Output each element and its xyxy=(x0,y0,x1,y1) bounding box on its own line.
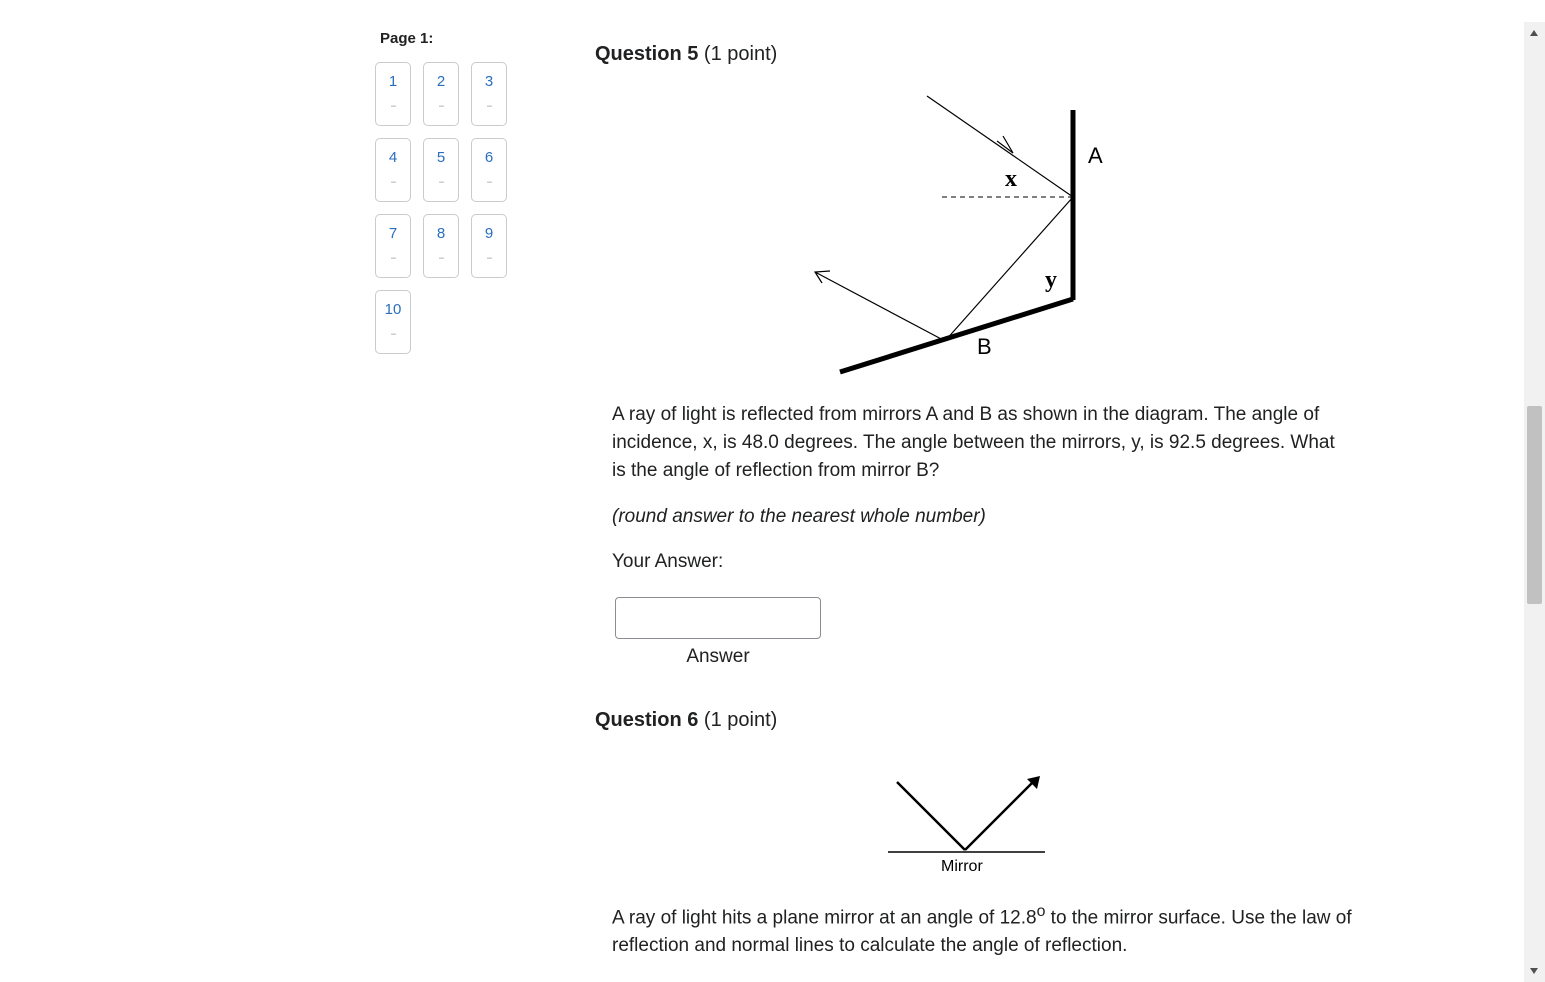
reflected-ray xyxy=(965,781,1034,850)
question-heading: Question 6 xyxy=(595,709,699,731)
your-answer-label: Your Answer: xyxy=(612,551,724,572)
question-number: 5 xyxy=(436,149,446,166)
incident-ray xyxy=(927,96,1073,197)
question-6-text xyxy=(612,898,1352,960)
mirror-diagram xyxy=(800,85,1130,385)
question-status: -- xyxy=(390,177,396,188)
question-number: 8 xyxy=(436,225,446,242)
plane-mirror-diagram xyxy=(880,770,1055,880)
question-points: (1 point) xyxy=(703,43,778,65)
question-nav-button[interactable] xyxy=(471,138,507,202)
question-nav-button[interactable] xyxy=(423,62,459,126)
degree-superscript: o xyxy=(1036,903,1046,920)
mirror-label: Mirror xyxy=(941,858,983,875)
mirror-b xyxy=(840,299,1073,372)
question-status: -- xyxy=(486,177,492,188)
question-status: -- xyxy=(390,329,396,340)
question-number: 3 xyxy=(484,73,494,90)
label-x: x xyxy=(1005,166,1017,192)
scroll-down-button[interactable] xyxy=(1524,960,1545,982)
question-nav-button[interactable] xyxy=(423,138,459,202)
question-nav-button[interactable] xyxy=(375,290,411,354)
outgoing-ray xyxy=(815,272,945,341)
question-5-title xyxy=(595,43,777,66)
question-number: 6 xyxy=(484,149,494,166)
incident-ray xyxy=(897,782,965,850)
question-number: 10 xyxy=(384,301,402,318)
question-6-text-end: to the mirror surface. Use the law of reflection and normal lines to calculate the angle of reflection. xyxy=(612,907,1352,957)
scroll-up-icon xyxy=(1530,30,1538,36)
question-number: 2 xyxy=(436,73,446,90)
question-nav-button[interactable] xyxy=(423,214,459,278)
question-6-title xyxy=(595,709,777,732)
question-heading: Question 5 xyxy=(595,43,699,65)
vertical-scrollbar[interactable] xyxy=(1524,22,1545,982)
label-a: A xyxy=(1088,143,1103,168)
question-status: -- xyxy=(438,177,444,188)
question-nav-button[interactable] xyxy=(375,214,411,278)
question-nav-button[interactable] xyxy=(471,214,507,278)
scroll-up-button[interactable] xyxy=(1524,22,1545,44)
question-number: 7 xyxy=(388,225,398,242)
question-number: 9 xyxy=(484,225,494,242)
question-6-text-start: A ray of light hits a plane mirror at an angle of 12.8 xyxy=(612,907,1037,929)
answer-caption: Answer xyxy=(686,646,750,667)
question-status: -- xyxy=(486,253,492,264)
label-b: B xyxy=(977,334,992,359)
question-status: -- xyxy=(486,101,492,112)
label-y: y xyxy=(1045,267,1057,293)
question-points: (1 point) xyxy=(703,709,778,731)
question-number: 4 xyxy=(388,149,398,166)
question-status: -- xyxy=(438,101,444,112)
page-label: Page 1: xyxy=(380,30,434,47)
question-status: -- xyxy=(390,253,396,264)
question-status: -- xyxy=(390,101,396,112)
scroll-thumb[interactable] xyxy=(1527,406,1542,604)
question-nav-button[interactable] xyxy=(471,62,507,126)
question-nav-button[interactable] xyxy=(375,62,411,126)
question-5-text: A ray of light is reflected from mirrors A and B as shown in the diagram. The angle of incidence, x, is 48.0 degrees. The angle between the mirrors, y, is 92.5 degrees. What is the angle of reflection from mirror B? xyxy=(612,404,1335,481)
question-5-note: (round answer to the nearest whole number) xyxy=(612,506,986,527)
question-nav-button[interactable] xyxy=(375,138,411,202)
scroll-down-icon xyxy=(1530,968,1538,974)
answer-input[interactable] xyxy=(615,597,821,639)
question-number: 1 xyxy=(388,73,398,90)
question-status: -- xyxy=(438,253,444,264)
